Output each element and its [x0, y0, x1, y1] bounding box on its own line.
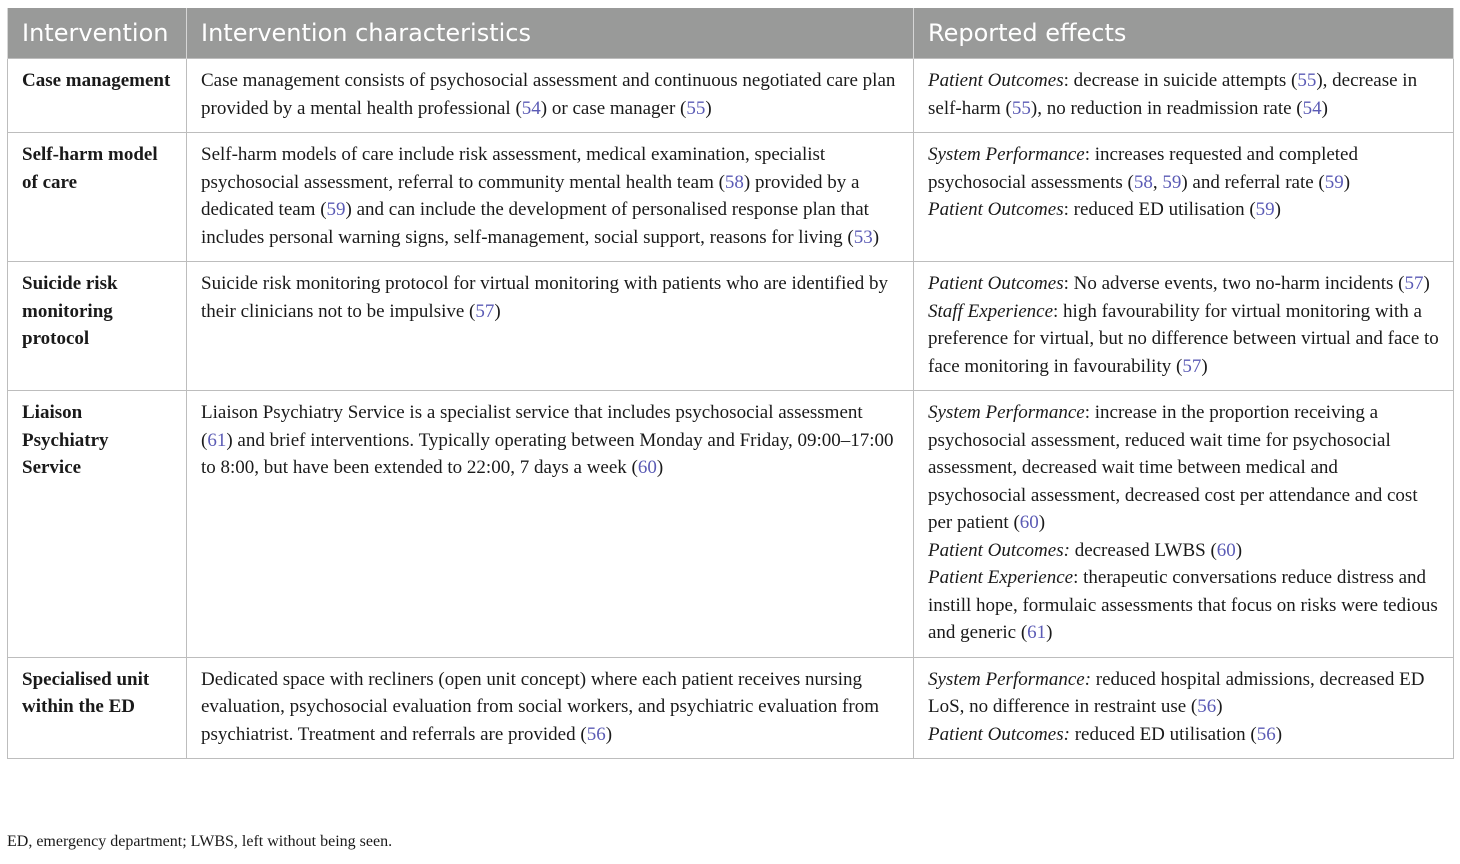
table-row [8, 262, 1454, 391]
text-segment: ) [1201, 355, 1208, 377]
reported-effects [914, 262, 1454, 391]
text-segment: ) [494, 300, 501, 322]
intervention-characteristics [187, 133, 914, 262]
effect-paragraph [928, 564, 1439, 647]
text-segment: : therapeutic conversations reduce distress and instill hope, formulaic assessments that focus on risks were tedious and generic ( [928, 567, 1438, 643]
text-segment: ) and can include the development of personalised response plan that includes personal warning signs, self-management, social support, reasons for living ( [201, 199, 869, 248]
effect-paragraph [928, 67, 1439, 122]
intervention-name: Case management [8, 59, 187, 133]
text-segment: : increases requested and completed psychosocial assessments ( [928, 144, 1358, 193]
reference-number: 56 [1197, 696, 1217, 717]
text-segment: ) provided by a dedicated team ( [201, 171, 860, 220]
text-segment: ) [1321, 97, 1328, 119]
text-segment: ), no reduction in readmission rate ( [1030, 97, 1303, 119]
reference-number: 60 [1216, 539, 1236, 561]
interventions-table-container [7, 8, 1453, 759]
text-segment: : decrease in suicide attempts ( [1063, 70, 1298, 91]
reference-number: 55 [1297, 70, 1317, 91]
effect-paragraph [928, 666, 1439, 721]
text-segment: ) [705, 97, 712, 119]
table-row [8, 59, 1454, 133]
effect-paragraph [928, 399, 1439, 537]
reported-effects [914, 59, 1454, 133]
effect-category-label: System Performance: [928, 668, 1092, 690]
text-segment: : increase in the proportion receiving a psychosocial assessment, reduced wait time for psychosocial assessment, decreased wait time between medical and psychosocial assessment, decreased cost per attendance and cost per patient ( [928, 402, 1418, 533]
text-segment: , [1152, 171, 1163, 193]
table-row [8, 133, 1454, 262]
table-body [8, 59, 1454, 759]
reference-number: 61 [207, 429, 227, 451]
text-segment: Liaison Psychiatry Service is a specialist service that includes psychosocial assessment ( [201, 402, 863, 451]
reference-number: 57 [1182, 355, 1202, 377]
intervention-name: Specialised unit within the ED [8, 657, 187, 759]
text-segment: ), decrease in self-harm ( [928, 70, 1418, 119]
text-segment: ) [656, 457, 664, 478]
text-segment: ) [1274, 199, 1281, 220]
text-segment: ) or case manager ( [540, 97, 687, 119]
table-row [8, 657, 1454, 759]
text-segment: ) [605, 723, 613, 745]
reference-number: 54 [1302, 97, 1322, 119]
effect-category-label: Patient Experience [928, 567, 1074, 588]
effect-category-label: System Performance [928, 144, 1085, 165]
table-row [8, 391, 1454, 658]
effect-category-label: Patient Outcomes: [928, 539, 1070, 561]
effect-category-label: Patient Outcomes: [928, 723, 1070, 745]
effect-category-label: Patient Outcomes [928, 70, 1064, 91]
effect-paragraph [928, 141, 1439, 196]
intervention-characteristics [187, 59, 914, 133]
text-segment: decreased LWBS ( [1069, 539, 1217, 561]
text-segment: ) [1343, 171, 1351, 193]
effect-category-label: System Performance [928, 402, 1085, 423]
header-characteristics: Intervention characteristics [187, 8, 914, 59]
reference-number: 59 [1162, 171, 1182, 193]
reference-number: 59 [1324, 171, 1344, 193]
interventions-table [7, 8, 1454, 759]
effect-category-label: Patient Outcomes [928, 273, 1064, 294]
effect-paragraph [928, 270, 1439, 298]
reference-number: 58 [724, 171, 744, 193]
effect-paragraph [928, 196, 1439, 224]
text-segment: ) and brief interventions. Typically operating between Monday and Friday, 09:00–17:00 to 8:00, but have been extended to 22:00, 7 days a week ( [201, 429, 894, 478]
reference-number: 60 [637, 457, 657, 478]
reference-number: 56 [586, 723, 606, 745]
text-segment: : No adverse events, two no-harm incidents ( [1063, 273, 1405, 294]
intervention-characteristics [187, 657, 914, 759]
text-segment: reduced hospital admissions, decreased ED LoS, no difference in restraint use ( [928, 668, 1425, 717]
header-reported-effects: Reported effects [914, 8, 1454, 59]
effect-category-label: Staff Experience [928, 300, 1054, 322]
text-segment: ) [1038, 512, 1046, 533]
intervention-characteristics [187, 391, 914, 658]
header-intervention: Intervention [8, 8, 187, 59]
reference-number: 54 [521, 97, 541, 119]
reference-number: 59 [1255, 199, 1275, 220]
text-segment: Suicide risk monitoring protocol for virtual monitoring with patients who are identified by their clinicians not to be impulsive ( [201, 273, 889, 322]
reference-number: 57 [475, 300, 495, 322]
text-segment: Case management consists of psychosocial assessment and continuous negotiated care plan provided by a mental health professional ( [201, 70, 896, 119]
effect-paragraph [928, 537, 1439, 565]
effect-paragraph [928, 298, 1439, 381]
reference-number: 53 [853, 226, 873, 248]
reference-number: 61 [1027, 622, 1047, 643]
effect-category-label: Patient Outcomes [928, 199, 1064, 220]
effect-paragraph [928, 721, 1439, 749]
header-row [8, 8, 1454, 59]
text-segment: ) [1216, 696, 1223, 717]
text-segment: ) [1275, 723, 1283, 745]
reference-number: 60 [1019, 512, 1039, 533]
reported-effects [914, 391, 1454, 658]
text-segment: reduced ED utilisation ( [1069, 723, 1257, 745]
text-segment: ) [1235, 539, 1243, 561]
text-segment: ) [1046, 622, 1053, 643]
reference-number: 56 [1256, 723, 1276, 745]
intervention-characteristics [187, 262, 914, 391]
table-header [8, 8, 1454, 59]
reference-number: 55 [686, 97, 706, 119]
reference-number: 59 [326, 199, 346, 220]
table-footnote: ED, emergency department; LWBS, left without being seen. [7, 833, 393, 850]
text-segment: : high favourability for virtual monitoring with a preference for virtual, but no difference between virtual and face to face monitoring in favourability ( [928, 300, 1439, 377]
reference-number: 57 [1404, 273, 1424, 294]
reported-effects [914, 133, 1454, 262]
intervention-name: Suicide risk monitoring protocol [8, 262, 187, 391]
text-segment: Self-harm models of care include risk assessment, medical examination, specialist psychosocial assessment, referral to community mental health team ( [201, 144, 826, 193]
intervention-name: Liaison Psychiatry Service [8, 391, 187, 658]
text-segment: ) and referral rate ( [1181, 171, 1325, 193]
reference-number: 55 [1011, 97, 1031, 119]
text-segment: ) [872, 226, 880, 248]
text-segment: ) [1423, 273, 1430, 294]
text-segment: : reduced ED utilisation ( [1063, 199, 1256, 220]
reference-number: 58 [1133, 171, 1153, 193]
text-segment: Dedicated space with recliners (open unit concept) where each patient receives nursing evaluation, psychosocial evaluation from social workers, and psychiatric evaluation from psychiatrist. Treatment and referrals are provided ( [201, 668, 879, 745]
intervention-name: Self-harm model of care [8, 133, 187, 262]
reported-effects [914, 657, 1454, 759]
